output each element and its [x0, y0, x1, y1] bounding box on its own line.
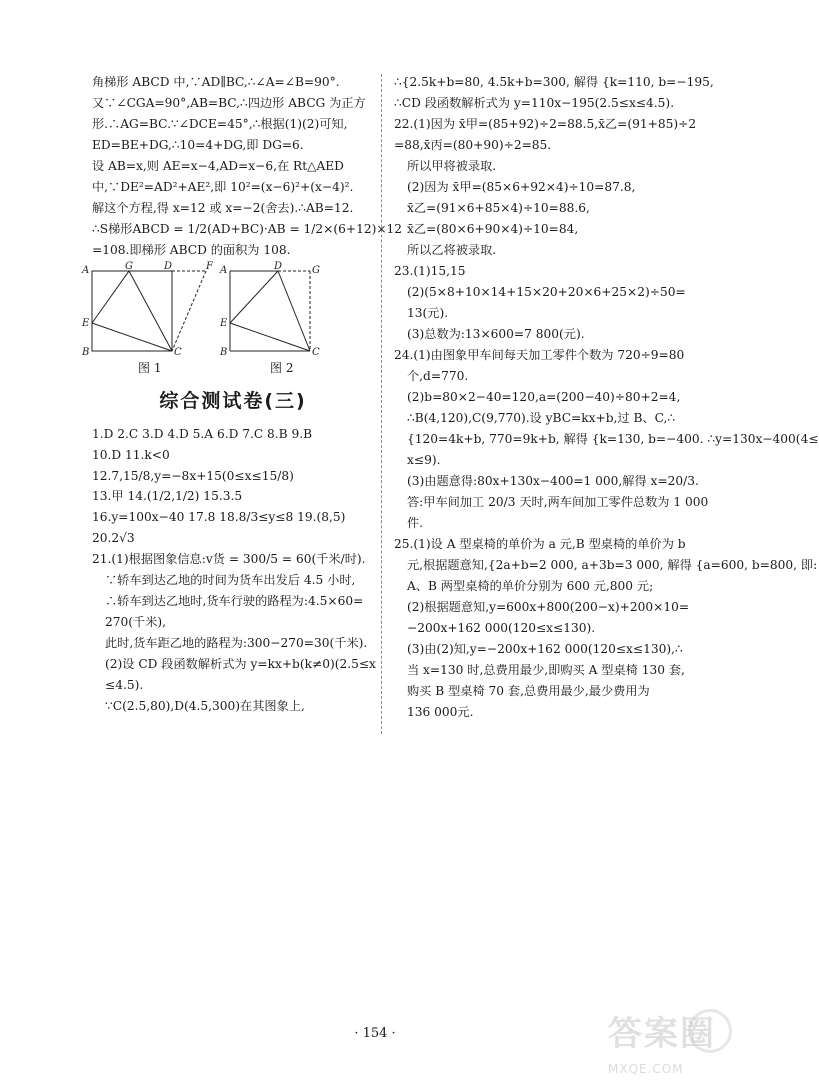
label-f: F: [206, 260, 213, 272]
right-column: [394, 72, 819, 723]
label-c: C: [174, 346, 182, 358]
label-b: B: [220, 346, 228, 358]
label-b: B: [82, 346, 90, 358]
text-line: =108.即梯形 ABCD 的面积为 108.: [92, 242, 291, 257]
label-d: D: [274, 260, 283, 272]
answer-line: 此时,货车距乙地的路程为:300−270=30(千米).: [105, 636, 368, 651]
label-d: D: [164, 260, 173, 272]
watermark-logo: [608, 1005, 738, 1077]
answers-block: [92, 424, 374, 718]
answer-line: 元,根据题意知,{2a+b=2 000, a+3b=3 000, 解得 {a=600, b=800, 即:: [407, 557, 818, 572]
answer-line: ∴CD 段函数解析式为 y=110x−195(2.5≤x≤4.5).: [394, 95, 675, 110]
answer-line: ∵轿车到达乙地的时间为货车出发后 4.5 小时,: [105, 573, 356, 588]
label-g: G: [125, 260, 133, 272]
answer-line: {120=4k+b, 770=9k+b, 解得 {k=130, b=−400. ∴y=130x−400(4≤: [407, 431, 819, 446]
solution-intro: [92, 72, 403, 261]
label-e: E: [82, 317, 90, 329]
label-c: C: [312, 346, 320, 358]
answer-line: 12.7,15/8,y=−8x+15(0≤x≤15/8): [92, 468, 294, 483]
text-line: 中,∵DE²=AD²+AE²,即 10²=(x−6)²+(x−4)².: [92, 179, 354, 194]
figure-1-caption: 图 1: [138, 360, 162, 375]
answer-line: 25.(1)设 A 型桌椅的单价为 a 元,B 型桌椅的单价为 b: [394, 536, 686, 551]
label-e: E: [220, 317, 228, 329]
label-a: A: [82, 264, 90, 276]
text-line: 角梯形 ABCD 中,∵AD∥BC,∴∠A=∠B=90°.: [92, 75, 340, 89]
answer-line: 件.: [407, 515, 424, 530]
answer-line: 购买 B 型桌椅 70 套,总费用最少,最少费用为: [407, 683, 650, 698]
answer-line: (2)因为 x̄甲=(85×6+92×4)÷10=87.8,: [407, 179, 636, 194]
answer-line: 24.(1)由图象甲车间每天加工零件个数为 720÷9=80: [394, 347, 685, 362]
text-line: ED=BE+DG,∴10=4+DG,即 DG=6.: [92, 137, 304, 152]
answer-line: 所以甲将被录取.: [407, 158, 497, 173]
segment-de: [230, 271, 278, 323]
answer-line: 22.(1)因为 x̄甲=(85+92)÷2=88.5,x̄乙=(91+85)÷2: [394, 116, 697, 131]
answer-line: (2)根据题意知,y=600x+800(200−x)+200×10=: [407, 599, 690, 614]
answer-line: 13.甲 14.(1/2,1/2) 15.3.5: [92, 489, 243, 504]
answer-line: ≤4.5).: [105, 678, 144, 693]
text-line: 设 AB=x,则 AE=x−4,AD=x−6,在 Rt△AED: [92, 158, 344, 173]
answer-line: 1.D 2.C 3.D 4.D 5.A 6.D 7.C 8.B 9.B: [92, 426, 313, 441]
answer-line: 答:甲车间加工 20/3 天时,两车间加工零件总数为 1 000: [407, 494, 709, 509]
label-g: G: [312, 264, 320, 276]
answer-line: −200x+162 000(120≤x≤130).: [407, 620, 596, 635]
answer-line: (3)总数为:13×600=7 800(元).: [407, 326, 585, 341]
answer-line: 270(千米),: [105, 615, 167, 630]
page-number: · 154 ·: [354, 1026, 396, 1041]
answer-line: x̄乙=(91×6+85×4)÷10=88.6,: [407, 200, 590, 215]
answer-line: 所以乙将被录取.: [407, 242, 497, 257]
answer-line: 个,d=770.: [407, 368, 469, 383]
answer-line: A、B 两型桌椅的单价分别为 600 元,800 元;: [407, 578, 654, 593]
answer-line: (3)由(2)知,y=−200x+162 000(120≤x≤130),∴: [407, 641, 683, 656]
answer-line: x≤9).: [407, 452, 441, 467]
geometry-figures: [82, 260, 374, 381]
text-line: 解这个方程,得 x=12 或 x=−2(舍去).∴AB=12.: [92, 200, 354, 215]
answer-line: (3)由题意得:80x+130x−400=1 000,解得 x=20/3.: [407, 473, 699, 488]
figure-2-caption: 图 2: [270, 360, 294, 375]
answer-line: (2)b=80×2−40=120,a=(200−40)÷80+2=4,: [407, 389, 681, 404]
left-column: [82, 72, 403, 717]
segment-ec: [230, 323, 310, 351]
watermark-text: 答案圈: [608, 1014, 716, 1054]
answer-line: 当 x=130 时,总费用最少,即购买 A 型桌椅 130 套,: [407, 662, 685, 677]
answer-line: ∴B(4,120),C(9,770).设 yBC=kx+b,过 B、C,∴: [407, 410, 676, 425]
segment-dc: [278, 271, 310, 351]
text-line: ∴S梯形ABCD = 1/2(AD+BC)·AB = 1/2×(6+12)×12: [92, 221, 403, 236]
answer-line: 16.y=100x−40 17.8 18.8/3≤y≤8 19.(8,5): [92, 510, 346, 525]
segment-ge: [92, 271, 129, 323]
text-line: 形.∴AG=BC.∵∠DCE=45°,∴根据(1)(2)可知,: [92, 116, 348, 131]
answer-line: ∵C(2.5,80),D(4.5,300)在其图象上,: [105, 699, 305, 714]
answer-line: ∴轿车到达乙地时,货车行驶的路程为:4.5×60=: [105, 594, 364, 609]
answer-line: (2)(5×8+10×14+15×20+20×6+25×2)÷50=: [407, 284, 686, 299]
answer-line: ∴{2.5k+b=80, 4.5k+b=300, 解得 {k=110, b=−195,: [394, 75, 714, 89]
figure-2-diagram: [220, 260, 330, 358]
text-line: 又∵∠CGA=90°,AB=BC,∴四边形 ABCG 为正方: [92, 95, 366, 110]
answer-line: 23.(1)15,15: [394, 263, 466, 278]
square-abcg: [92, 271, 172, 351]
segment-ec: [92, 323, 172, 351]
answer-line: 10.D 11.k<0: [92, 447, 170, 462]
answer-line: 13(元).: [407, 305, 449, 320]
column-divider: [381, 74, 382, 734]
answer-line: 21.(1)根据图象信息:v货 = 300/5 = 60(千米/时).: [92, 552, 366, 567]
answer-line: 136 000元.: [407, 704, 474, 719]
answer-line: x̄乙=(80×6+90×4)÷10=84,: [407, 221, 579, 236]
answer-line: 20.2√3: [92, 531, 135, 546]
section-title: 综合测试卷(三): [159, 389, 307, 412]
watermark-url: MXQE.COM: [608, 1062, 684, 1077]
segment-gc: [129, 271, 172, 351]
figure-1-diagram: [82, 260, 222, 358]
label-a: A: [220, 264, 228, 276]
segment-fc: [172, 271, 206, 351]
answer-line: =88,x̄丙=(80+90)÷2=85.: [394, 137, 552, 152]
answer-line: (2)设 CD 段函数解析式为 y=kx+b(k≠0)(2.5≤x: [105, 657, 376, 672]
